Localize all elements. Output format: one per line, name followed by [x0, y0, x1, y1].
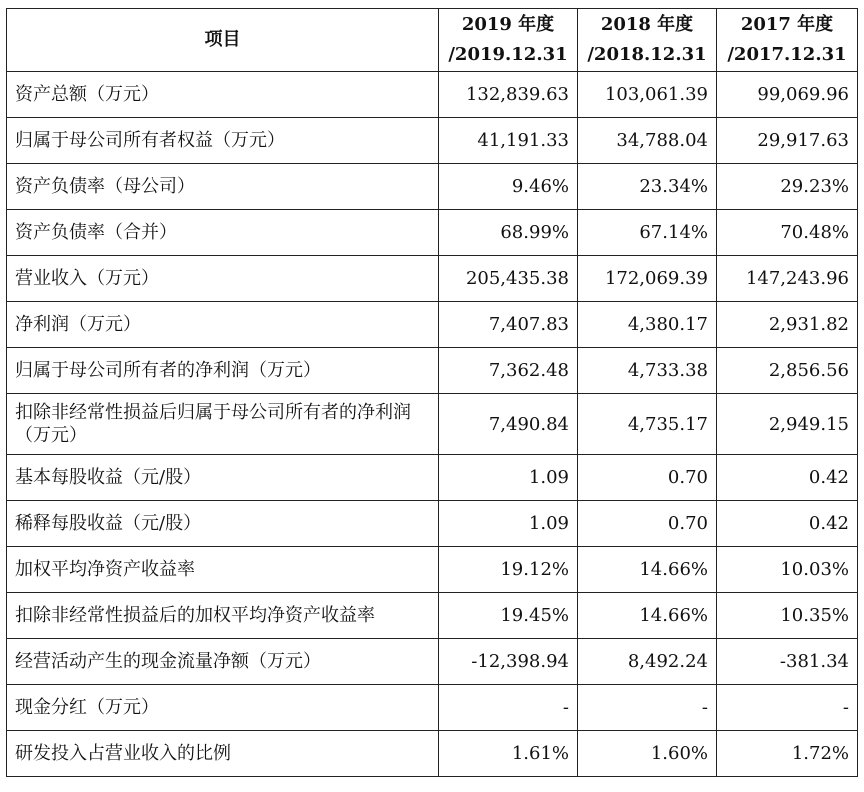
- value-2018: 14.66%: [578, 593, 717, 639]
- value-2019: 7,362.48: [439, 348, 578, 394]
- row-label: 归属于母公司所有者的净利润（万元）: [7, 348, 439, 394]
- value-2019: 19.12%: [439, 547, 578, 593]
- value-2019: 132,839.63: [439, 72, 578, 118]
- header-2019: [439, 9, 578, 72]
- value-2017: 147,243.96: [717, 256, 858, 302]
- value-2017: 99,069.96: [717, 72, 858, 118]
- value-2018: 103,061.39: [578, 72, 717, 118]
- value-2017: 70.48%: [717, 210, 858, 256]
- value-2018: 4,735.17: [578, 394, 717, 455]
- value-2018: 4,380.17: [578, 302, 717, 348]
- row-label: 研发投入占营业收入的比例: [7, 731, 439, 777]
- table-row: [7, 118, 858, 164]
- row-label: 净利润（万元）: [7, 302, 439, 348]
- header-2017-year: 2017 年度: [740, 14, 834, 35]
- row-label: 扣除非经常性损益后归属于母公司所有者的净利润（万元）: [7, 394, 439, 455]
- value-2017: 0.42: [717, 501, 858, 547]
- row-label: 资产负债率（合并）: [7, 210, 439, 256]
- value-2017: 29.23%: [717, 164, 858, 210]
- row-label: 扣除非经常性损益后的加权平均净资产收益率: [7, 593, 439, 639]
- value-2017: -381.34: [717, 639, 858, 685]
- value-2018: 0.70: [578, 501, 717, 547]
- row-label: 归属于母公司所有者权益（万元）: [7, 118, 439, 164]
- header-2017-date: /2017.12.31: [727, 44, 847, 65]
- value-2019: 9.46%: [439, 164, 578, 210]
- value-2018: 14.66%: [578, 547, 717, 593]
- table-row: [7, 210, 858, 256]
- value-2017: -: [717, 685, 858, 731]
- value-2017: 2,949.15: [717, 394, 858, 455]
- table-row: [7, 685, 858, 731]
- header-row: [7, 9, 858, 72]
- row-label: 资产负债率（母公司）: [7, 164, 439, 210]
- value-2019: 205,435.38: [439, 256, 578, 302]
- header-2018: [578, 9, 717, 72]
- table-row: [7, 593, 858, 639]
- value-2017: 10.35%: [717, 593, 858, 639]
- header-2019-date: /2019.12.31: [448, 44, 568, 65]
- header-2019-year: 2019 年度: [461, 14, 555, 35]
- value-2018: 34,788.04: [578, 118, 717, 164]
- header-2018-year: 2018 年度: [600, 14, 694, 35]
- value-2017: 10.03%: [717, 547, 858, 593]
- value-2018: 23.34%: [578, 164, 717, 210]
- value-2019: 1.09: [439, 455, 578, 501]
- row-label: 资产总额（万元）: [7, 72, 439, 118]
- value-2017: 1.72%: [717, 731, 858, 777]
- value-2019: 41,191.33: [439, 118, 578, 164]
- table-row: [7, 455, 858, 501]
- row-label: 基本每股收益（元/股）: [7, 455, 439, 501]
- value-2019: 68.99%: [439, 210, 578, 256]
- value-2018: 67.14%: [578, 210, 717, 256]
- row-label: 稀释每股收益（元/股）: [7, 501, 439, 547]
- financial-summary-table: [6, 8, 858, 777]
- value-2017: 2,856.56: [717, 348, 858, 394]
- value-2019: 1.61%: [439, 731, 578, 777]
- table-row: [7, 164, 858, 210]
- value-2017: 29,917.63: [717, 118, 858, 164]
- value-2018: 4,733.38: [578, 348, 717, 394]
- value-2019: -: [439, 685, 578, 731]
- value-2019: 1.09: [439, 501, 578, 547]
- row-label: 现金分红（万元）: [7, 685, 439, 731]
- table-row: [7, 72, 858, 118]
- table-row: [7, 302, 858, 348]
- value-2018: 172,069.39: [578, 256, 717, 302]
- table-row: [7, 256, 858, 302]
- table-row: [7, 501, 858, 547]
- table-row: [7, 394, 858, 455]
- value-2018: 1.60%: [578, 731, 717, 777]
- header-item: 项目: [7, 9, 439, 72]
- value-2019: 7,407.83: [439, 302, 578, 348]
- value-2019: 19.45%: [439, 593, 578, 639]
- value-2019: -12,398.94: [439, 639, 578, 685]
- row-label: 经营活动产生的现金流量净额（万元）: [7, 639, 439, 685]
- value-2017: 2,931.82: [717, 302, 858, 348]
- table-row: [7, 731, 858, 777]
- row-label: 加权平均净资产收益率: [7, 547, 439, 593]
- table-row: [7, 639, 858, 685]
- value-2019: 7,490.84: [439, 394, 578, 455]
- row-label: 营业收入（万元）: [7, 256, 439, 302]
- header-2018-date: /2018.12.31: [587, 44, 707, 65]
- table-row: [7, 547, 858, 593]
- value-2018: 8,492.24: [578, 639, 717, 685]
- value-2018: -: [578, 685, 717, 731]
- value-2018: 0.70: [578, 455, 717, 501]
- header-2017: [717, 9, 858, 72]
- value-2017: 0.42: [717, 455, 858, 501]
- table-row: [7, 348, 858, 394]
